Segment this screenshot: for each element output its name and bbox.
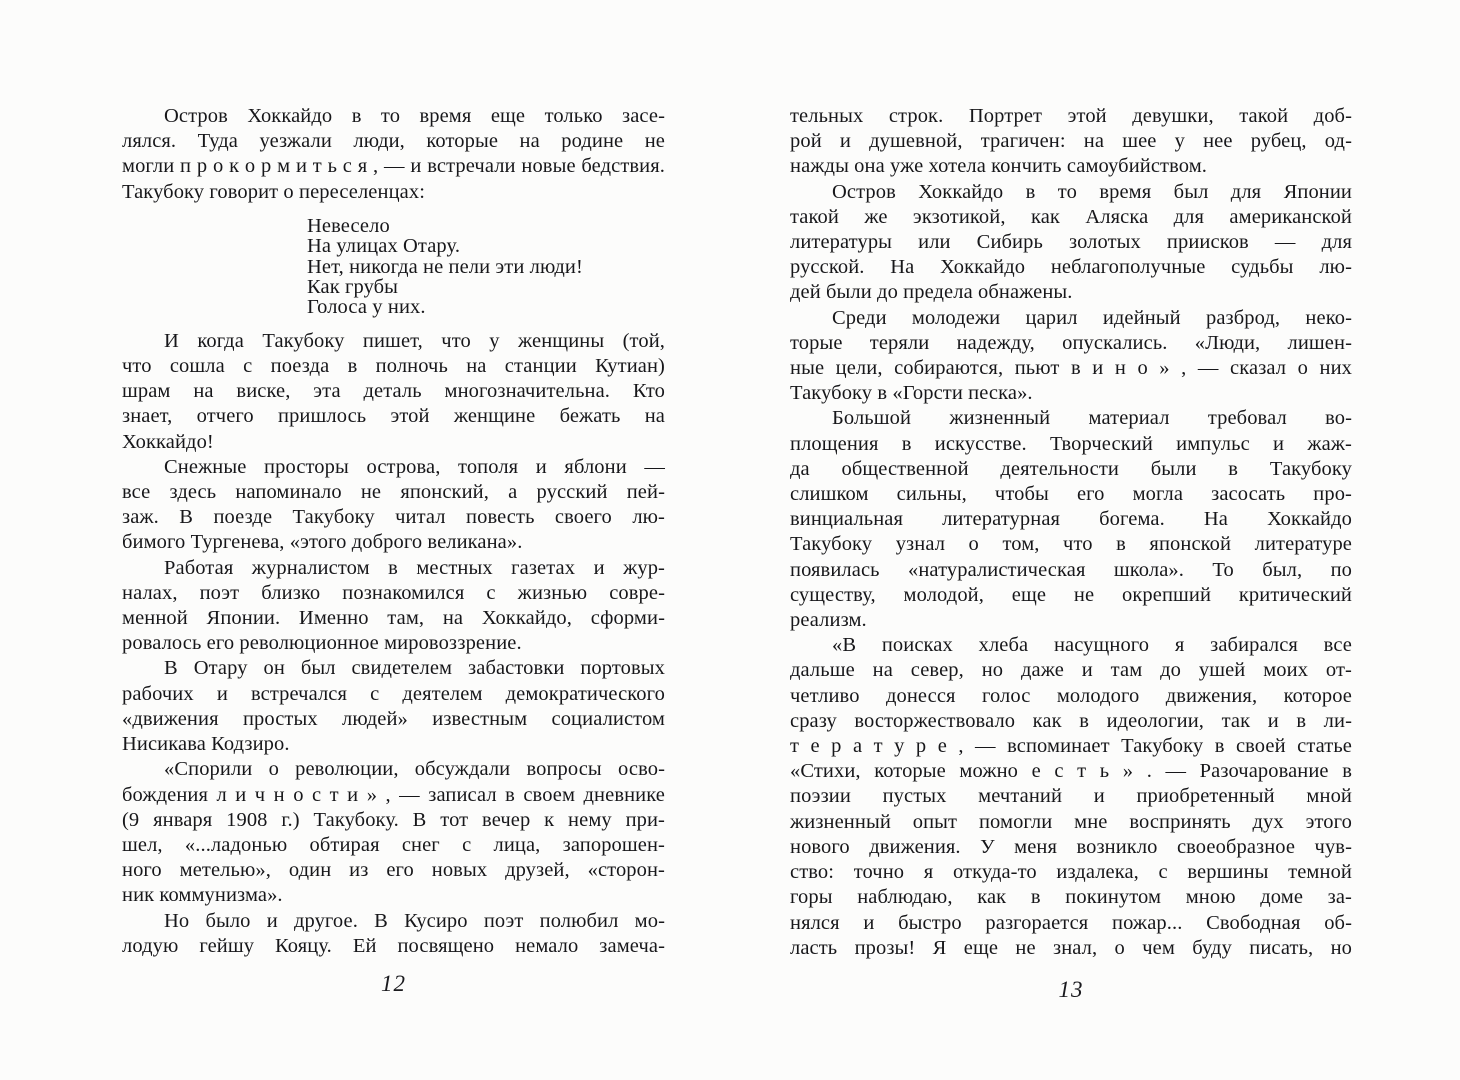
verse-line: Нет, никогда не пели эти люди!: [307, 255, 583, 278]
left-page-text-block: [122, 104, 665, 959]
verse-line: На улицах Отару.: [307, 235, 461, 258]
text-line: менной Японии. Именно там, на Хоккайдо, сформи-: [122, 607, 665, 630]
text-line: поэзии пустых мечтаний и приобретенный мной: [790, 785, 1352, 808]
text-line: лялся. Туда уезжали люди, которые на родине не: [122, 130, 665, 153]
text-line: появилась «натуралистическая школа». То был, по: [790, 558, 1352, 581]
text-line: В Отару он был свидетелем забастовки портовых: [164, 657, 665, 680]
text-line: Работая журналистом в местных газетах и жур-: [164, 556, 665, 579]
text-line: И когда Такубоку пишет, что у женщины (той,: [164, 329, 665, 352]
text-line: дей были до предела обнажены.: [790, 281, 1073, 304]
text-line: заж. В поезде Такубоку читал повесть своего лю-: [122, 506, 665, 529]
text-line: реализм.: [790, 609, 867, 632]
text-line: Большой жизненный материал требовал во-: [832, 407, 1352, 430]
page-number-right: 13: [1058, 977, 1084, 1002]
text-line: налах, поэт близко познакомился с жизнью совре-: [122, 581, 665, 604]
text-line: да общественной деятельности были в Такубоку: [790, 457, 1352, 480]
text-line: бождения л и ч н о с т и » , — записал в своем дневнике: [122, 783, 665, 806]
text-line: нового движения. У меня возникло своеобразное чув-: [790, 835, 1352, 858]
text-line: существу, молодой, еще не окрепший критический: [790, 583, 1352, 606]
text-line: (9 января 1908 г.) Такубоку. В тот вечер к нему при-: [122, 808, 665, 831]
text-line: ник коммунизма».: [122, 884, 283, 907]
page-number-left: 12: [381, 971, 406, 996]
text-line: «движения простых людей» известным социалистом: [122, 707, 665, 730]
text-line: Но было и другое. В Кусиро поэт полюбил мо-: [164, 909, 665, 932]
text-line: горы наблюдаю, как в покинутом мною доме за-: [790, 886, 1352, 909]
text-line: что сошла с поезда в полночь на станции Кутиан): [122, 355, 665, 378]
text-line: сразу восторжествовало как в идеологии, так и в ли-: [790, 709, 1352, 732]
text-line: Остров Хоккайдо в то время был для Японии: [832, 180, 1352, 203]
text-line: «В поисках хлеба насущного я забирался все: [832, 634, 1352, 657]
text-line: Остров Хоккайдо в то время еще только засе-: [164, 105, 665, 127]
text-line: «Спорили о революции, обсуждали вопросы осво-: [164, 758, 665, 781]
text-line: русской. На Хоккайдо неблагополучные судьбы лю-: [790, 256, 1352, 279]
text-line: лодую гейшу Кояцу. Ей посвящено немало замеча-: [122, 934, 665, 957]
text-line: знает, отчего пришлось этой женщине бежать на: [122, 405, 665, 428]
text-line: «Стихи, которые можно е с т ь » . — Разочарование в: [790, 760, 1352, 783]
text-line: нажды она уже хотела кончить самоубийством.: [790, 155, 1208, 178]
text-line: Такубоку узнал о том, что в японской литературе: [790, 533, 1352, 556]
text-line: ство: точно я откуда-то издалека, с вершины темной: [790, 861, 1352, 884]
right-page: [730, 0, 1460, 1080]
text-line: рабочих и встречался с деятелем демократического: [122, 682, 665, 705]
text-line: могли п р о к о р м и т ь с я , — и встречали новые бедствия.: [122, 155, 665, 178]
verse-line: Как грубы: [307, 276, 399, 299]
text-line: четливо донесся голос молодого движения, которое: [790, 684, 1352, 707]
text-line: Такубоку в «Горсти песка».: [790, 382, 1033, 405]
text-line: литературы или Сибирь золотых приисков — для: [790, 231, 1352, 254]
text-line: Хоккайдо!: [122, 430, 214, 453]
text-line: слишком сильны, чтобы его могла засосать про-: [790, 483, 1352, 506]
text-line: рой и душевной, трагичен: на шее у нее рубец, од-: [790, 130, 1352, 153]
verse-line: Невесело: [307, 214, 390, 237]
text-line: тельных строк. Портрет этой девушки, такой доб-: [790, 105, 1352, 127]
text-line: т е р а т у р е , — вспоминает Такубоку в своей статье: [790, 735, 1352, 758]
text-line: Нисикава Кодзиро.: [122, 733, 290, 756]
text-line: такой же экзотикой, как Аляска для американской: [790, 205, 1352, 228]
text-line: Среди молодежи царил идейный разброд, неко-: [832, 306, 1352, 329]
text-line: ровалось его революционное мировоззрение.: [122, 632, 522, 655]
text-line: Такубоку говорит о переселенцах:: [122, 180, 425, 203]
text-line: жизненный опыт помогли мне воспринять дух этого: [790, 810, 1352, 833]
verse-line: Голоса у них.: [307, 296, 426, 319]
text-line: ные цели, собираются, пьют в и н о » , — сказал о них: [790, 357, 1352, 380]
text-line: шрам на виске, эта деталь многозначительна. Кто: [122, 380, 665, 403]
text-line: нялся и быстро разгорается пожар... Свободная об-: [790, 911, 1352, 934]
text-line: площения в искусстве. Творческий импульс и жаж-: [790, 432, 1352, 455]
text-line: торые теряли надежду, опускались. «Люди, лишен-: [790, 331, 1352, 354]
text-line: все здесь напоминало не японский, а русский пей-: [122, 481, 665, 504]
text-line: ного метелью», один из его новых друзей, «сторон-: [122, 859, 665, 882]
right-page-text-block: [790, 104, 1352, 961]
text-line: шел, «...ладонью обтирая снег с лица, запорошен-: [122, 833, 665, 856]
text-line: ласть прозы! Я еще не знал, о чем буду писать, но: [790, 936, 1352, 959]
text-line: бимого Тургенева, «этого доброго великана».: [122, 531, 523, 554]
text-line: Снежные просторы острова, тополя и яблони —: [164, 455, 665, 478]
text-line: дальше на север, но даже и там до ушей моих от-: [790, 659, 1352, 682]
text-line: винциальная литературная богема. На Хоккайдо: [790, 508, 1352, 531]
